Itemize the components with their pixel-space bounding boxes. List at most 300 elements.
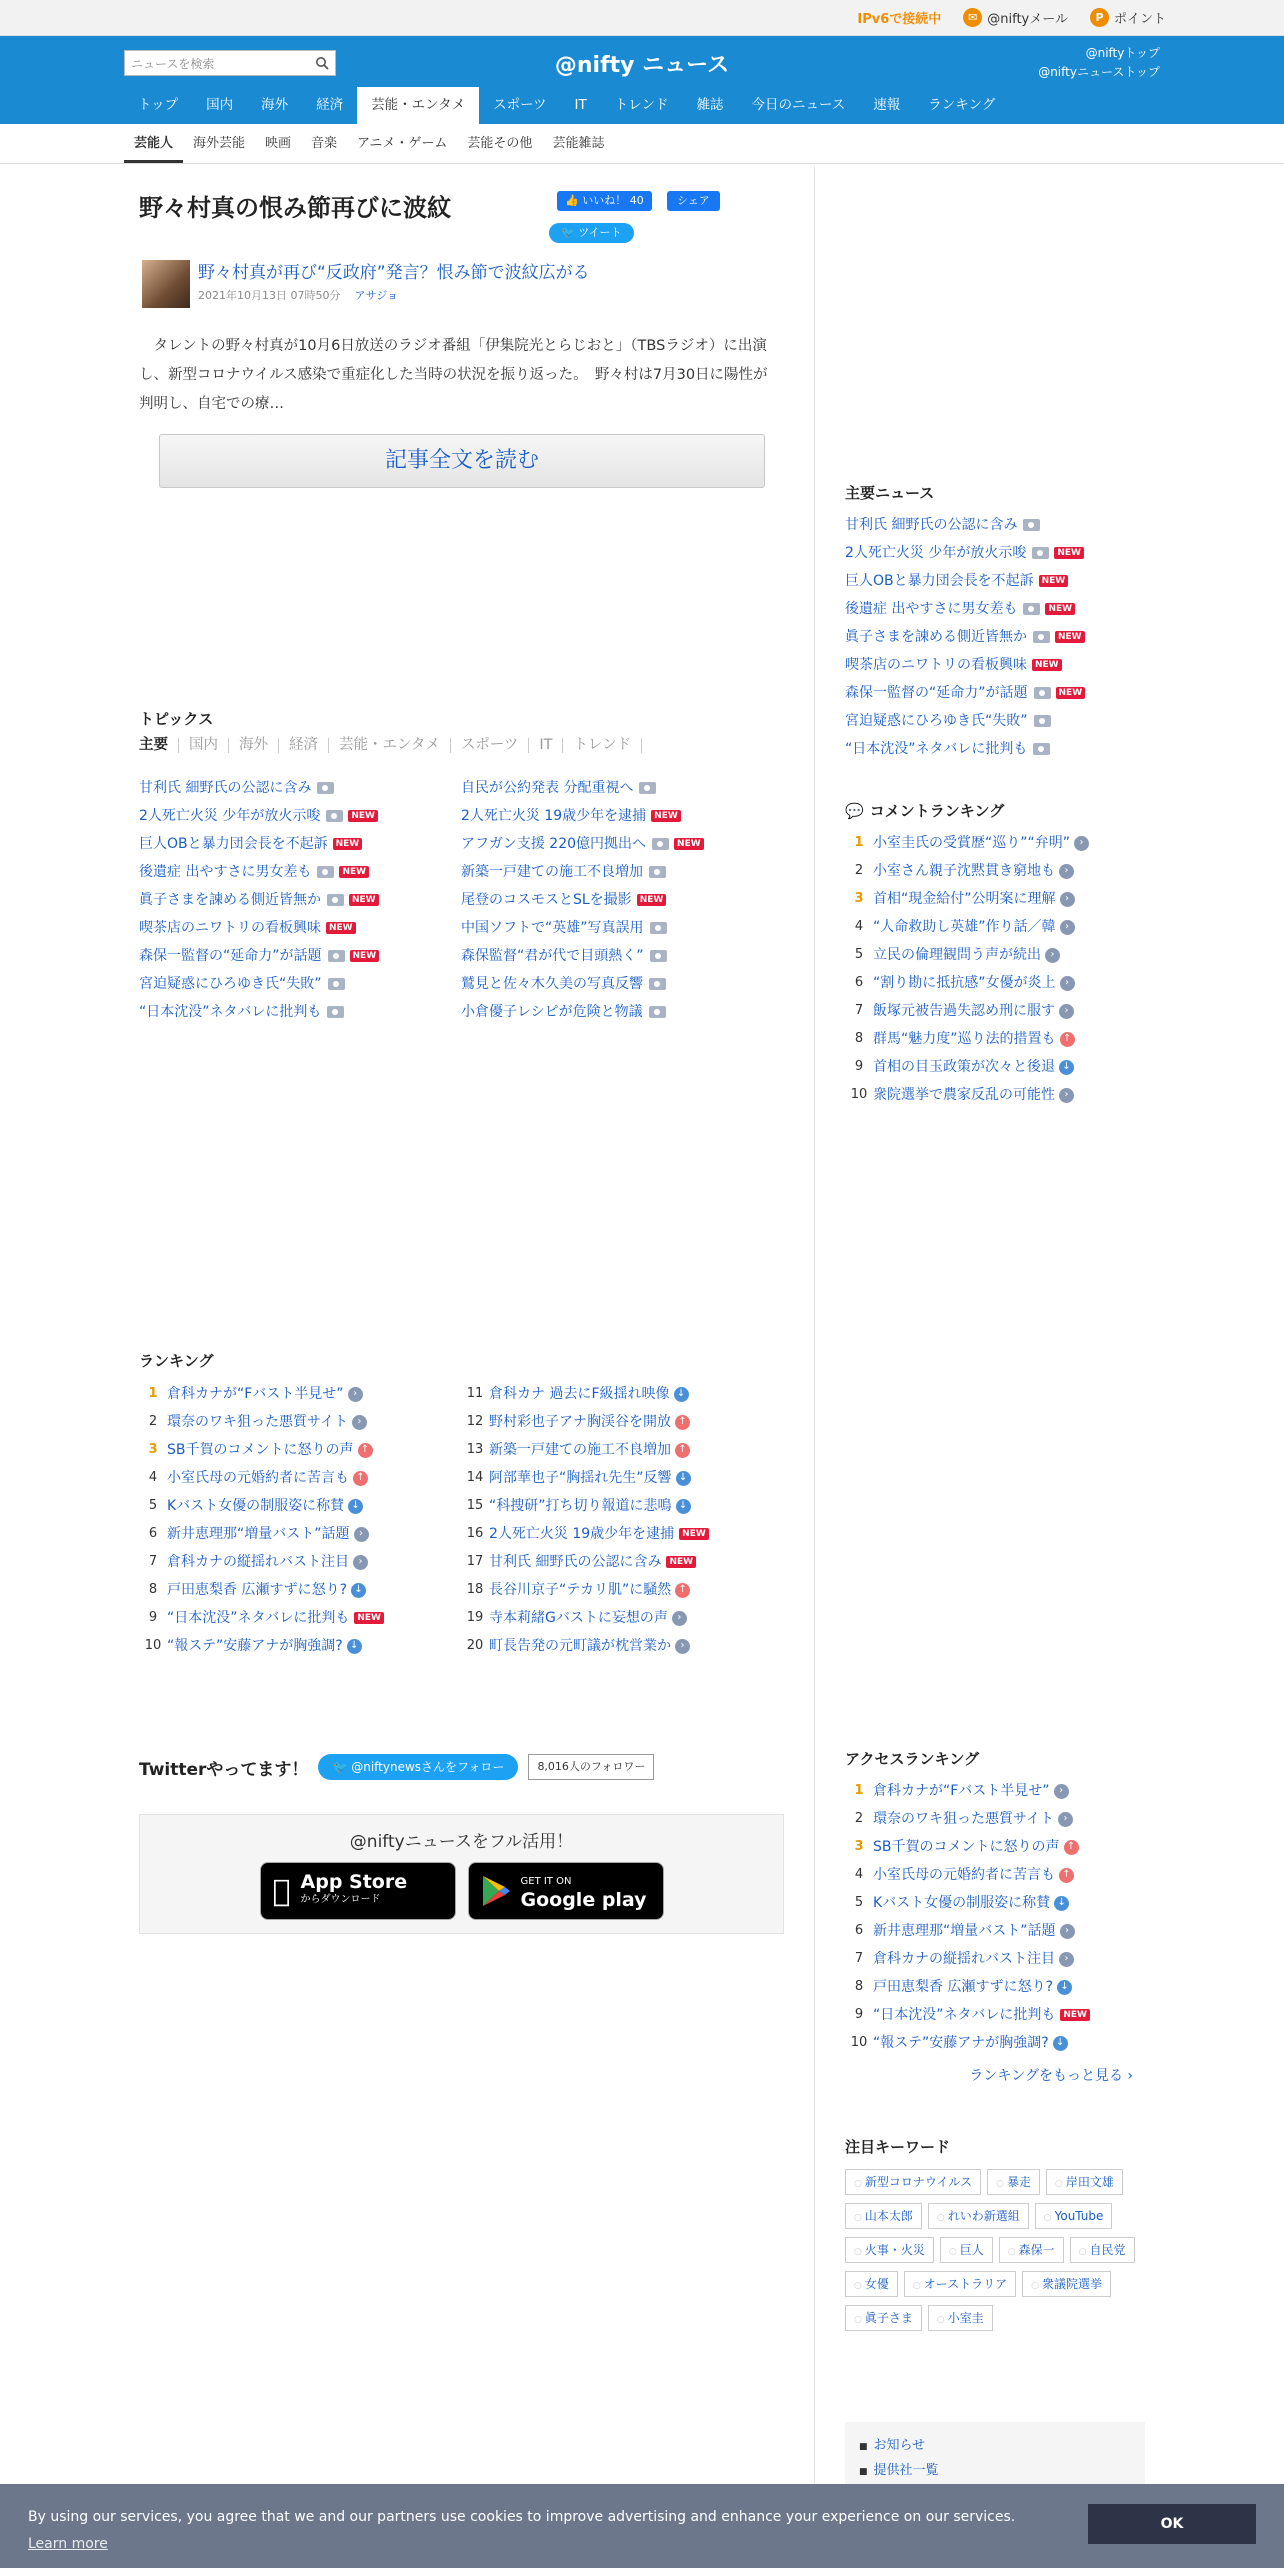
camera-icon — [650, 922, 667, 934]
ranking-item[interactable] — [845, 857, 1145, 885]
ranking-link[interactable]: 新井恵理那“増量バスト”話題 — [167, 1526, 350, 1542]
ranking-item[interactable] — [845, 941, 1145, 969]
ranking-item[interactable] — [139, 1520, 461, 1548]
arrow-right-icon: › — [1059, 1088, 1074, 1103]
nav-tab[interactable]: 経済 — [316, 97, 344, 113]
news-item[interactable] — [139, 830, 461, 858]
follower-count: 8,016人のフォロワー — [528, 1754, 654, 1780]
subnav-tab[interactable]: アニメ・ゲーム — [357, 136, 448, 151]
news-link[interactable]: 後遺症 出やすさに男女差も — [139, 864, 312, 880]
news-item[interactable] — [139, 914, 461, 942]
point-link[interactable] — [1090, 8, 1166, 27]
news-link[interactable]: 甘利氏 細野氏の公認に含み — [845, 517, 1018, 533]
news-item[interactable] — [845, 679, 1145, 707]
ranking-item[interactable] — [845, 1777, 1145, 1805]
keyword-chip[interactable]: ○ 眞子さま — [845, 2305, 922, 2331]
news-item[interactable] — [845, 735, 1145, 763]
comment-ranking-title: コメントランキング — [869, 802, 1005, 820]
news-link[interactable]: 2人死亡火災 少年が放火示唆 — [139, 808, 321, 824]
ranking-item[interactable] — [461, 1464, 783, 1492]
rank-number: 7 — [854, 1951, 864, 1966]
ranking-link[interactable]: 戸田恵梨香 広瀬すずに怒り? — [873, 1979, 1054, 1995]
subnav-tab[interactable]: 芸能その他 — [467, 136, 533, 151]
ranking-link[interactable]: 甘利氏 細野氏の公認に含み — [489, 1554, 662, 1570]
camera-icon — [327, 1006, 344, 1018]
google-play-badge[interactable] — [468, 1862, 664, 1920]
ranking-item[interactable] — [461, 1576, 783, 1604]
ranking-item[interactable] — [845, 1973, 1145, 2001]
news-link[interactable]: “日本沈没”ネタバレに批判も — [139, 1004, 322, 1020]
news-item[interactable] — [845, 511, 1145, 539]
rank-number: 3 — [148, 1442, 158, 1457]
news-item[interactable] — [461, 830, 783, 858]
ranking-link[interactable]: 新築一戸建ての施工不良増加 — [489, 1442, 671, 1458]
ranking-link[interactable]: 首相の目玉政策が次々と後退 — [873, 1059, 1055, 1075]
new-badge: NEW — [1032, 659, 1062, 671]
news-item[interactable] — [139, 970, 461, 998]
subnav-tab[interactable]: 海外芸能 — [193, 136, 246, 151]
keyword-chip[interactable]: ○ 新型コロナウイルス — [845, 2169, 981, 2195]
keyword-chip[interactable]: ○ 女優 — [845, 2271, 898, 2297]
nifty-top-link[interactable]: @niftyトップ — [1085, 46, 1160, 60]
google-play-icon — [481, 1875, 511, 1907]
twitter-bird-icon: 🐦 — [561, 226, 575, 239]
camera-icon — [326, 810, 343, 822]
news-item[interactable] — [461, 914, 783, 942]
ranking-item[interactable] — [845, 1025, 1145, 1053]
ranking-link[interactable]: “日本沈没”ネタバレに批判も — [873, 2007, 1056, 2023]
ranking-link[interactable]: SB千賀のコメントに怒りの声 — [167, 1442, 354, 1458]
ranking-item[interactable] — [845, 1081, 1145, 1109]
keyword-chip[interactable]: ○ 暴走 — [987, 2169, 1040, 2195]
ranking-item[interactable] — [845, 1945, 1145, 1973]
news-item[interactable] — [461, 774, 783, 802]
arrow-right-icon: › — [1059, 1952, 1074, 1967]
news-item[interactable] — [139, 998, 461, 1026]
arrow-right-icon: › — [672, 1611, 687, 1626]
keyword-chip[interactable]: ○ 森保一 — [999, 2237, 1064, 2263]
nav-tab[interactable]: トレンド — [614, 97, 669, 113]
rank-number: 3 — [854, 891, 864, 906]
arrow-up-icon: ↑ — [358, 1443, 373, 1458]
rank-number: 15 — [466, 1498, 484, 1513]
mail-label: @niftyメール — [987, 12, 1068, 27]
news-link[interactable]: 森保一監督の“延命力”が話題 — [845, 685, 1028, 701]
camera-icon — [1033, 743, 1050, 755]
ranking-link[interactable]: 小室圭氏の受賞歴“巡り”“弁明” — [873, 835, 1071, 851]
new-badge: NEW — [349, 894, 379, 906]
news-link[interactable]: アフガン支援 220億円拠出へ — [461, 836, 647, 852]
nav-tab[interactable]: 速報 — [873, 97, 901, 113]
ranking-link[interactable]: “報ステ”安藤アナが胸強調? — [873, 2035, 1049, 2051]
ranking-item[interactable] — [845, 997, 1145, 1025]
access-ranking-title: アクセスランキング — [845, 1750, 980, 1768]
ranking-link[interactable]: 2人死亡火災 19歳少年を逮捕 — [489, 1526, 675, 1542]
news-link[interactable]: 小倉優子レシピが危険と物議 — [461, 1004, 643, 1020]
ranking-item[interactable] — [845, 2029, 1145, 2057]
article-source[interactable]: アサジョ — [354, 289, 399, 302]
rank-number: 19 — [466, 1610, 484, 1625]
camera-icon — [328, 978, 345, 990]
ranking-item[interactable] — [139, 1436, 461, 1464]
cookie-message — [28, 2504, 1015, 2558]
ranking-link[interactable]: 立民の倫理観問う声が続出 — [873, 947, 1041, 963]
news-link[interactable]: 巨人OBと暴力団会長を不起訴 — [139, 836, 328, 852]
search-input[interactable] — [124, 50, 336, 76]
ranking-item[interactable] — [845, 1805, 1145, 1833]
ipv6-status: IPv6で接続中 — [857, 12, 942, 27]
ranking-link[interactable]: “人命救助し英雄”作り話／韓 — [873, 919, 1056, 935]
nav-tab[interactable]: トップ — [138, 97, 179, 113]
nav-tab[interactable]: 今日のニュース — [751, 97, 846, 113]
news-link[interactable]: 眞子さまを諫める側近皆無か — [139, 892, 321, 908]
arrow-up-icon: ↑ — [1059, 1868, 1074, 1883]
news-item[interactable] — [461, 970, 783, 998]
app-promo — [139, 1814, 784, 1934]
ranking-item[interactable] — [845, 913, 1145, 941]
twitter-follow-button[interactable] — [318, 1754, 518, 1780]
info-link[interactable] — [859, 2434, 1131, 2459]
tweet-label: ツイート — [578, 226, 622, 239]
ranking-link[interactable]: 寺本莉緒Gバストに妄想の声 — [489, 1610, 668, 1626]
ranking-link[interactable]: Kバスト女優の制服姿に称賛 — [873, 1895, 1051, 1911]
rank-number: 8 — [854, 1979, 864, 1994]
ranking-link[interactable]: 環奈のワキ狙った悪質サイト — [167, 1414, 349, 1430]
arrow-right-icon: › — [1060, 1924, 1075, 1939]
search-placeholder: ニュースを検索 — [131, 56, 215, 71]
ranking-link[interactable]: 小室氏母の元婚約者に苦言も — [167, 1470, 349, 1486]
ranking-link[interactable]: 倉科カナが“Fバスト半見せ” — [167, 1386, 344, 1402]
camera-icon — [327, 894, 344, 906]
mail-icon: ✉ — [963, 8, 982, 27]
nav-tab[interactable]: 海外 — [261, 97, 289, 113]
ranking-item[interactable] — [139, 1464, 461, 1492]
subnav-tab[interactable]: 芸能人 — [124, 124, 183, 163]
ranking-item[interactable] — [139, 1548, 461, 1576]
mail-link[interactable] — [963, 8, 1068, 27]
arrow-right-icon: › — [1060, 892, 1075, 907]
nav-tab[interactable]: スポーツ — [493, 97, 547, 113]
news-link[interactable]: 喫茶店のニワトリの看板興味 — [845, 657, 1027, 673]
news-item[interactable] — [139, 942, 461, 970]
topics-tab[interactable]: 海外 — [229, 738, 279, 753]
arrow-up-icon: ↑ — [675, 1443, 690, 1458]
nav-tab[interactable]: 雑誌 — [696, 97, 724, 113]
ranking-link[interactable]: 町長告発の元町議が枕営業か — [489, 1638, 671, 1654]
info-link-text[interactable]: 提供社一覧 — [873, 2463, 939, 2478]
rank-number: 1 — [148, 1386, 158, 1401]
ranking-link[interactable]: 長谷川京子“テカリ肌”に騒然 — [489, 1582, 672, 1598]
ranking-item[interactable] — [845, 1053, 1145, 1081]
arrow-right-icon: › — [1060, 976, 1075, 991]
article-date: 2021年10月13日 07時50分 — [198, 289, 341, 302]
arrow-down-icon: ↓ — [351, 1583, 366, 1598]
ranking-item[interactable] — [139, 1492, 461, 1520]
topics-tab[interactable]: スポーツ — [451, 738, 529, 753]
point-label: ポイント — [1113, 12, 1166, 27]
ranking-item[interactable] — [461, 1632, 783, 1660]
new-badge: NEW — [339, 866, 369, 878]
tweet-button[interactable] — [549, 223, 634, 243]
news-item[interactable] — [845, 651, 1145, 679]
topics-tab[interactable]: 芸能・エンタメ — [329, 738, 451, 753]
ranking-link[interactable]: “報ステ”安藤アナが胸強調? — [167, 1638, 343, 1654]
news-item[interactable] — [845, 567, 1145, 595]
ranking-link[interactable]: 新井恵理那“増量バスト”話題 — [873, 1923, 1056, 1939]
cookie-ok-button[interactable]: OK — [1088, 2504, 1256, 2544]
topics-tab[interactable]: 経済 — [279, 738, 329, 753]
ranking-link[interactable]: 阿部華也子“胸揺れ先生”反響 — [489, 1470, 672, 1486]
info-box — [845, 2422, 1145, 2492]
news-item[interactable] — [845, 623, 1145, 651]
news-item[interactable] — [139, 886, 461, 914]
camera-icon — [317, 782, 334, 794]
ranking-link[interactable]: 飯塚元被告過失認め刑に服す — [873, 1003, 1055, 1019]
camera-icon — [328, 950, 345, 962]
news-link[interactable]: 中国ソフトで“英雄”写真誤用 — [461, 920, 644, 936]
news-link[interactable]: 森保監督“君が代で目頭熱く” — [461, 948, 644, 964]
new-badge: NEW — [350, 950, 380, 962]
major-news-title: 主要ニュース — [845, 484, 935, 502]
news-link[interactable]: 新築一戸建ての施工不良増加 — [461, 864, 643, 880]
news-item[interactable] — [461, 942, 783, 970]
camera-icon — [639, 782, 656, 794]
ranking-link[interactable]: 小室さん親子沈黙貫き窮地も — [873, 863, 1055, 879]
arrow-right-icon: › — [1059, 1004, 1074, 1019]
keyword-list — [845, 2169, 1145, 2331]
camera-icon — [317, 866, 334, 878]
keyword-chip[interactable]: ○ 自民党 — [1070, 2237, 1135, 2263]
ranking-link[interactable]: 倉科カナ 過去にF級揺れ映像 — [489, 1386, 670, 1402]
keyword-chip[interactable]: ○ 山本太郎 — [845, 2203, 922, 2229]
ranking-title: ランキング — [139, 1352, 214, 1370]
nifty-news-top-link[interactable]: @niftyニューストップ — [1038, 65, 1160, 79]
ranking-item[interactable] — [461, 1548, 783, 1576]
arrow-right-icon: › — [353, 1555, 368, 1570]
arrow-right-icon: › — [1059, 864, 1074, 879]
ranking-link[interactable]: “科捜研”打ち切り報道に悲鳴 — [489, 1498, 672, 1514]
global-nav — [124, 87, 1009, 124]
news-link[interactable]: 巨人OBと暴力団会長を不起訴 — [845, 573, 1034, 589]
rank-number: 1 — [854, 1783, 864, 1798]
article-meta — [198, 287, 398, 303]
ranking-item[interactable] — [845, 1889, 1145, 1917]
access-ranking-list — [845, 1777, 1145, 2057]
ranking-item[interactable] — [845, 829, 1145, 857]
ranking-link[interactable]: 群馬“魅力度”巡り法的措置も — [873, 1031, 1056, 1047]
new-badge: NEW — [1060, 2009, 1090, 2021]
arrow-down-icon: ↓ — [347, 1639, 362, 1654]
topics-list — [139, 774, 783, 1026]
ranking-item[interactable] — [461, 1520, 783, 1548]
share-button[interactable]: シェア — [667, 191, 720, 211]
rank-number: 6 — [148, 1526, 158, 1541]
camera-icon — [1033, 631, 1050, 643]
ranking-list — [139, 1380, 783, 1660]
ranking-item[interactable] — [139, 1604, 461, 1632]
ranking-item[interactable] — [461, 1492, 783, 1520]
ranking-link[interactable]: 倉科カナが“Fバスト半見せ” — [873, 1783, 1050, 1799]
news-link[interactable]: 尾登のコスモスとSLを撮影 — [461, 892, 632, 908]
learn-more-link[interactable]: Learn more — [28, 2536, 108, 2552]
ranking-item[interactable] — [139, 1380, 461, 1408]
ranking-link[interactable]: SB千賀のコメントに怒りの声 — [873, 1839, 1060, 1855]
ranking-item[interactable] — [845, 885, 1145, 913]
subnav-tab[interactable]: 芸能雑誌 — [552, 136, 605, 151]
ranking-item[interactable] — [461, 1408, 783, 1436]
ranking-item[interactable] — [845, 969, 1145, 997]
site-logo[interactable]: @nifty ニュース — [554, 53, 730, 78]
keyword-chip[interactable]: ○ 火事・火災 — [845, 2237, 934, 2263]
keyword-chip[interactable]: ○ 巨人 — [940, 2237, 993, 2263]
topics-tab[interactable]: 国内 — [179, 738, 229, 753]
major-news-list — [845, 511, 1145, 763]
news-item[interactable] — [139, 802, 461, 830]
keyword-chip[interactable]: ○ オーストラリア — [904, 2271, 1016, 2297]
news-link[interactable]: 宮迫疑惑にひろゆき氏“失敗” — [845, 713, 1028, 729]
news-link[interactable]: 後遺症 出やすさに男女差も — [845, 601, 1018, 617]
news-item[interactable] — [845, 707, 1145, 735]
arrow-down-icon: ↓ — [674, 1387, 689, 1402]
new-badge: NEW — [348, 810, 378, 822]
keyword-chip[interactable]: ○ 岸田文雄 — [1046, 2169, 1123, 2195]
rank-number: 10 — [850, 2035, 868, 2050]
camera-icon — [1034, 715, 1051, 727]
news-item[interactable] — [461, 802, 783, 830]
ranking-link[interactable]: “割り勘に抵抗感”女優が炎上 — [873, 975, 1056, 991]
news-link[interactable]: 2人死亡火災 19歳少年を逮捕 — [461, 808, 647, 824]
keyword-chip[interactable]: ○ YouTube — [1035, 2203, 1113, 2229]
news-link[interactable]: 2人死亡火災 少年が放火示唆 — [845, 545, 1027, 561]
rank-number: 8 — [854, 1031, 864, 1046]
ranking-link[interactable]: 衆院選挙で農家反乱の可能性 — [873, 1087, 1055, 1103]
rank-number: 12 — [466, 1414, 484, 1429]
ranking-item[interactable] — [845, 1833, 1145, 1861]
rank-number: 18 — [466, 1582, 484, 1597]
arrow-right-icon: › — [354, 1527, 369, 1542]
ranking-item[interactable] — [139, 1576, 461, 1604]
nav-tab[interactable]: 芸能・エンタメ — [357, 87, 479, 124]
comment-icon: 💬 — [845, 801, 864, 820]
ranking-item[interactable] — [845, 1861, 1145, 1889]
arrow-right-icon: › — [1060, 920, 1075, 935]
arrow-right-icon: › — [348, 1387, 363, 1402]
ranking-link[interactable]: 首相“現金給付”公明案に理解 — [873, 891, 1056, 907]
topics-tab[interactable]: トレンド — [563, 738, 642, 753]
arrow-up-icon: ↑ — [353, 1471, 368, 1486]
point-icon: P — [1090, 8, 1109, 27]
keyword-chip[interactable]: ○ 衆議院選挙 — [1022, 2271, 1111, 2297]
ranking-item[interactable] — [139, 1408, 461, 1436]
ranking-link[interactable]: Kバスト女優の制服姿に称賛 — [167, 1498, 345, 1514]
news-link[interactable]: 喫茶店のニワトリの看板興味 — [139, 920, 321, 936]
news-link[interactable]: 甘利氏 細野氏の公認に含み — [139, 780, 312, 796]
news-item[interactable] — [845, 539, 1145, 567]
ranking-link[interactable]: 小室氏母の元婚約者に苦言も — [873, 1867, 1055, 1883]
read-full-article-button[interactable]: 記事全文を読む — [159, 434, 765, 488]
news-item[interactable] — [139, 774, 461, 802]
ranking-item[interactable] — [461, 1604, 783, 1632]
new-badge: NEW — [354, 1612, 384, 1624]
news-item[interactable] — [845, 595, 1145, 623]
arrow-right-icon: › — [1058, 1812, 1073, 1827]
more-ranking-link[interactable]: ランキングをもっと見る › — [969, 2068, 1133, 2084]
rank-number: 2 — [148, 1414, 158, 1429]
search-icon[interactable] — [315, 56, 329, 70]
ranking-item[interactable] — [845, 2001, 1145, 2029]
nav-tab[interactable]: 国内 — [206, 97, 234, 113]
news-link[interactable]: 鷲見と佐々木久美の写真反響 — [461, 976, 643, 992]
ranking-link[interactable]: 倉科カナの縦揺れバスト注目 — [167, 1554, 349, 1570]
source-article-link[interactable]: 野々村真が再び“反政府”発言？恨み節で波紋広がる — [198, 263, 590, 283]
arrow-down-icon: ↓ — [348, 1499, 363, 1514]
twitter-follow-label: @niftynewsさんをフォロー — [351, 1760, 505, 1774]
news-item[interactable] — [461, 998, 783, 1026]
arrow-right-icon: › — [1054, 1784, 1069, 1799]
ranking-link[interactable]: 戸田恵梨香 広瀬すずに怒り? — [167, 1582, 348, 1598]
news-link[interactable]: 森保一監督の“延命力”が話題 — [139, 948, 322, 964]
nav-tab[interactable]: ランキング — [928, 97, 996, 113]
nav-tab[interactable]: IT — [574, 97, 587, 113]
arrow-right-icon: › — [1045, 948, 1060, 963]
keyword-chip[interactable]: ○ れいわ新選組 — [928, 2203, 1029, 2229]
ranking-item[interactable] — [461, 1380, 783, 1408]
like-button[interactable]: 👍 いいね！ 40 — [557, 191, 652, 211]
info-link[interactable] — [859, 2459, 1131, 2484]
cookie-text: By using our services, you agree that we and our partners use cookies to improve advertising and enhance your experience on our services. — [28, 2509, 1016, 2525]
news-link[interactable]: “日本沈没”ネタバレに批判も — [845, 741, 1028, 757]
subnav-tab[interactable]: 映画 — [265, 136, 292, 151]
rank-number: 6 — [854, 975, 864, 990]
news-link[interactable]: 眞子さまを諫める側近皆無か — [845, 629, 1027, 645]
ranking-item[interactable] — [139, 1632, 461, 1660]
info-link-text[interactable]: お知らせ — [873, 2438, 926, 2453]
topics-tab[interactable]: 主要 — [139, 738, 179, 753]
header — [0, 36, 1284, 124]
rank-number: 9 — [854, 2007, 864, 2022]
rank-number: 7 — [148, 1554, 158, 1569]
ranking-link[interactable]: 倉科カナの縦揺れバスト注目 — [873, 1951, 1055, 1967]
rank-number: 5 — [854, 1895, 864, 1910]
subnav-tab[interactable]: 音楽 — [311, 136, 338, 151]
ranking-item[interactable] — [845, 1917, 1145, 1945]
camera-icon — [649, 1006, 666, 1018]
arrow-down-icon: ↓ — [1059, 1060, 1074, 1075]
new-badge: NEW — [326, 922, 356, 934]
news-link[interactable]: 自民が公約発表 分配重視へ — [461, 780, 634, 796]
topics-tab[interactable]: IT — [529, 738, 563, 753]
ranking-item[interactable] — [461, 1436, 783, 1464]
app-store-badge[interactable] — [260, 1862, 456, 1920]
rank-number: 4 — [854, 919, 864, 934]
rank-number: 9 — [854, 1059, 864, 1074]
rank-number: 2 — [854, 863, 864, 878]
ranking-link[interactable]: 野村彩也子アナ胸渓谷を開放 — [489, 1414, 671, 1430]
new-badge: NEW — [674, 838, 704, 850]
ranking-link[interactable]: “日本沈没”ネタバレに批判も — [167, 1610, 350, 1626]
ranking-link[interactable]: 環奈のワキ狙った悪質サイト — [873, 1811, 1055, 1827]
arrow-down-icon: ↓ — [1053, 2036, 1068, 2051]
news-item[interactable] — [461, 886, 783, 914]
arrow-up-icon: ↑ — [675, 1415, 690, 1430]
keyword-chip[interactable]: ○ 小室圭 — [928, 2305, 993, 2331]
twitter-title: Twitterやってます！ — [139, 1759, 309, 1780]
news-link[interactable]: 宮迫疑惑にひろゆき氏“失敗” — [139, 976, 322, 992]
news-item[interactable] — [139, 858, 461, 886]
news-item[interactable] — [461, 858, 783, 886]
article-thumbnail[interactable] — [142, 260, 190, 308]
camera-icon — [1034, 687, 1051, 699]
